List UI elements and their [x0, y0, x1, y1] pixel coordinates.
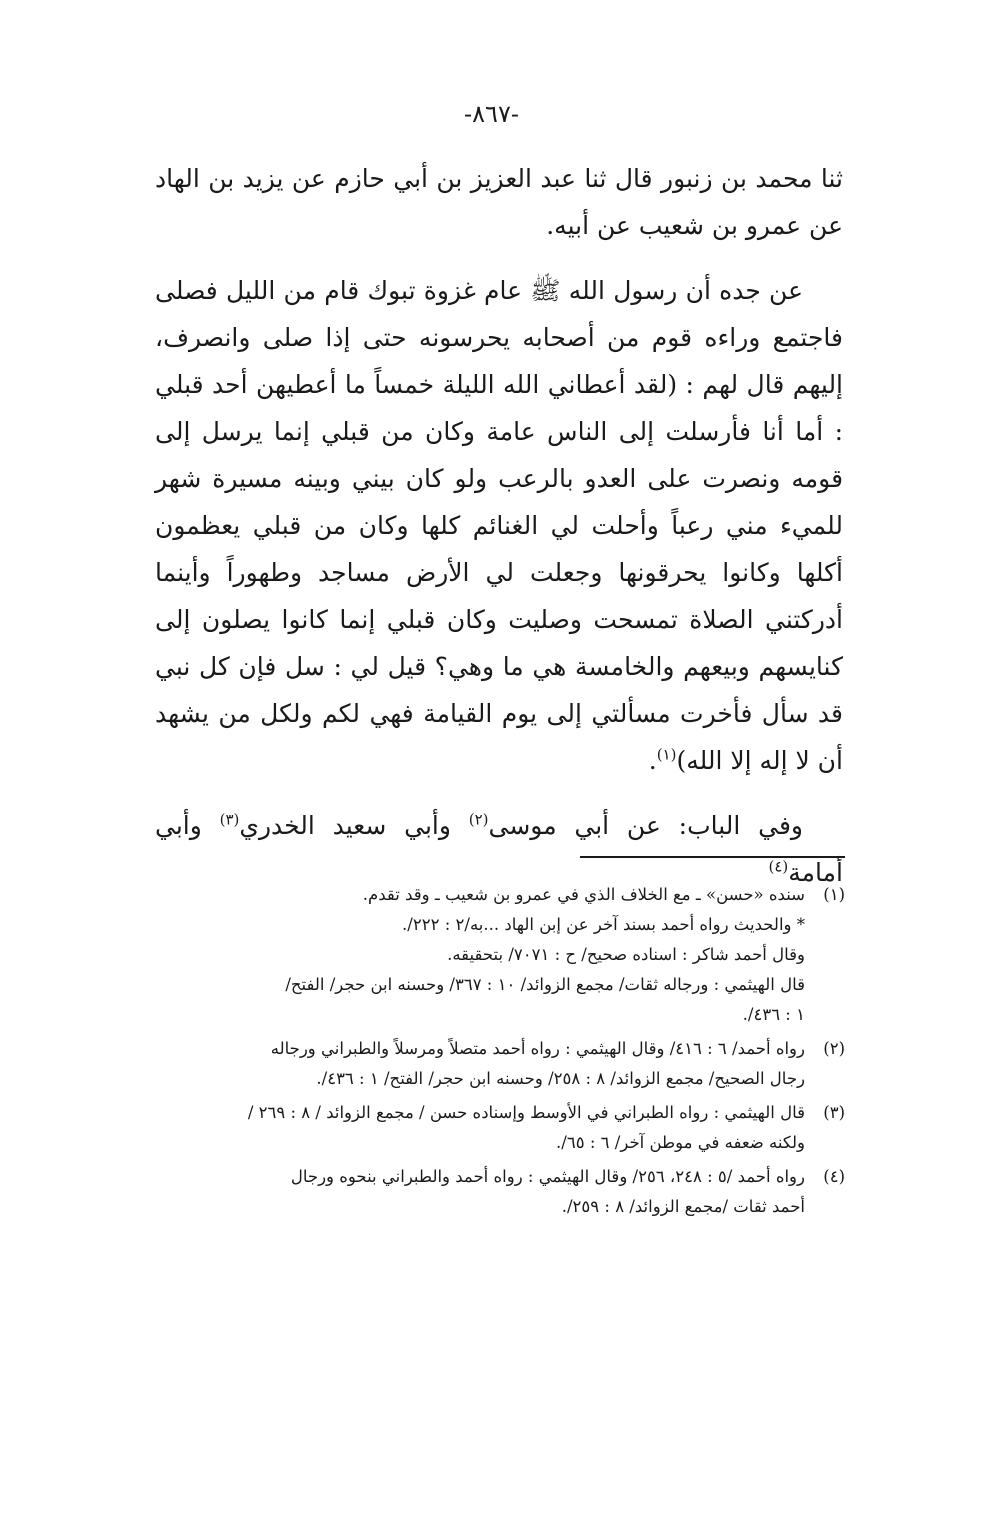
footnote-line: أحمد ثقات /مجمع الزوائد/ ٨ : ٢٥٩/.: [561, 1197, 805, 1216]
text-line: وهي؟ قيل لي : سل فإن كل نبي قد سأل فأخرت مسألتي إلى يوم القيامة: [155, 652, 844, 728]
footnote-line: قال الهيثمي : ورجاله ثقات/ مجمع الزوائد/ ١٠ : ٣٦٧/ وحسنه ابن حجر/ الفتح/: [285, 975, 805, 994]
footnote-body: [155, 1098, 805, 1158]
footnote-4: [155, 1162, 845, 1222]
footnote-line: رجال الصحيح/ مجمع الزوائد/ ٨ : ٢٥٨/ وحسنه ابن حجر/ الفتح/ ١ : ٤٣٦/.: [316, 1069, 805, 1088]
footnote-ref[interactable]: (١): [656, 745, 677, 764]
page-number: -٨٦٧-: [464, 100, 519, 128]
footnote-divider: [580, 856, 845, 858]
text-line: وكان قبلي إنما كانوا يصلون إلى كنايسهم وبيعهم والخامسة هي ما: [155, 605, 843, 681]
footnote-ref[interactable]: (٣): [219, 810, 240, 829]
text-segment: وأبي سعيد الخدري: [239, 811, 469, 840]
footnote-body: [155, 1034, 805, 1094]
text-line: قال لهم : (لقد أعطاني الله الليلة خمساً ما أعطيهن أحد قبلي : أما أنا: [155, 370, 843, 446]
footnote-2: [155, 1034, 845, 1094]
footnote-line: * والحديث رواه أحمد بسند آخر عن إبن الهاد ...به/٢ : ٢٢٢/.: [402, 915, 805, 934]
footnote-line: قال الهيثمي : رواه الطبراني في الأوسط وإسناده حسن / مجمع الزوائد / ٨ : ٢٦٩ /: [247, 1103, 805, 1122]
footnote-1: [155, 880, 845, 1030]
footnote-number: (٤): [823, 1167, 845, 1186]
footnote-number: (٢): [823, 1039, 845, 1058]
period: .: [648, 746, 657, 775]
footnote-number: (٣): [823, 1103, 845, 1122]
footnote-line: وقال أحمد شاكر : اسناده صحيح/ ح : ٧٠٧١/ بتحقيقه.: [447, 945, 805, 964]
paragraph-isnad: [155, 155, 843, 249]
text-line: عن عمرو بن شعيب عن أبيه.: [546, 211, 843, 240]
text-line: فأرسلت إلى الناس عامة وكان من قبلي إنما يرسل إلى قومه ونصرت على: [155, 417, 844, 493]
footnote-number: (١): [823, 885, 845, 904]
text-line: فاجتمع وراءه قوم من أصحابه يحرسونه حتى إذا صلى وانصرف، إليهم: [155, 323, 844, 399]
footnote-ref[interactable]: (٤): [768, 857, 789, 876]
main-text: [155, 155, 843, 896]
footnote-ref[interactable]: (٢): [468, 810, 489, 829]
text-line: لي الغنائم كلها وكان من قبلي يعظمون أكلها وكانوا يحرقونها وجعلت: [155, 511, 843, 587]
text-segment: وأبي أمامة: [155, 811, 843, 887]
text-line: فهي لكم ولكل من يشهد أن لا إله إلا الله): [155, 699, 843, 775]
text-line: عن جده أن رسول الله ﷺ عام غزوة تبوك قام من الليل فصلى: [155, 276, 803, 305]
footnote-3: [155, 1098, 845, 1158]
text-line: ثنا محمد بن زنبور قال ثنا عبد العزيز بن أبي حازم عن يزيد بن الهاد: [155, 164, 843, 193]
footnote-line: ١ : ٤٣٦/.: [742, 1005, 805, 1024]
footnote-line: رواه أحمد/ ٦ : ٤١٦/ وقال الهيثمي : رواه أحمد متصلاً ومرسلاً والطبراني ورجاله: [270, 1039, 805, 1058]
paragraph-hadith: [155, 267, 843, 784]
footnotes: [155, 880, 845, 1226]
footnote-line: سنده «حسن» ـ مع الخلاف الذي في عمرو بن شعيب ـ وقد تقدم.: [362, 885, 805, 904]
footnote-body: [155, 1162, 805, 1222]
footnote-line: ولكنه ضعفه في موطن آخر/ ٦ : ٦٥/.: [556, 1133, 805, 1152]
text-segment: وفي الباب: عن أبي موسى: [488, 811, 803, 840]
text-line: لي الأرض مساجد وطهوراً وأينما أدركتني الصلاة تمسحت وصليت: [155, 558, 843, 634]
footnote-line: رواه أحمد /٥ : ٢٤٨، ٢٥٦/ وقال الهيثمي : رواه أحمد والطبراني بنحوه ورجال: [290, 1167, 805, 1186]
footnote-body: [155, 880, 805, 1030]
text-line: العدو بالرعب ولو كان بيني وبينه مسيرة شهر للميء مني رعباً وأحلت: [155, 464, 843, 540]
